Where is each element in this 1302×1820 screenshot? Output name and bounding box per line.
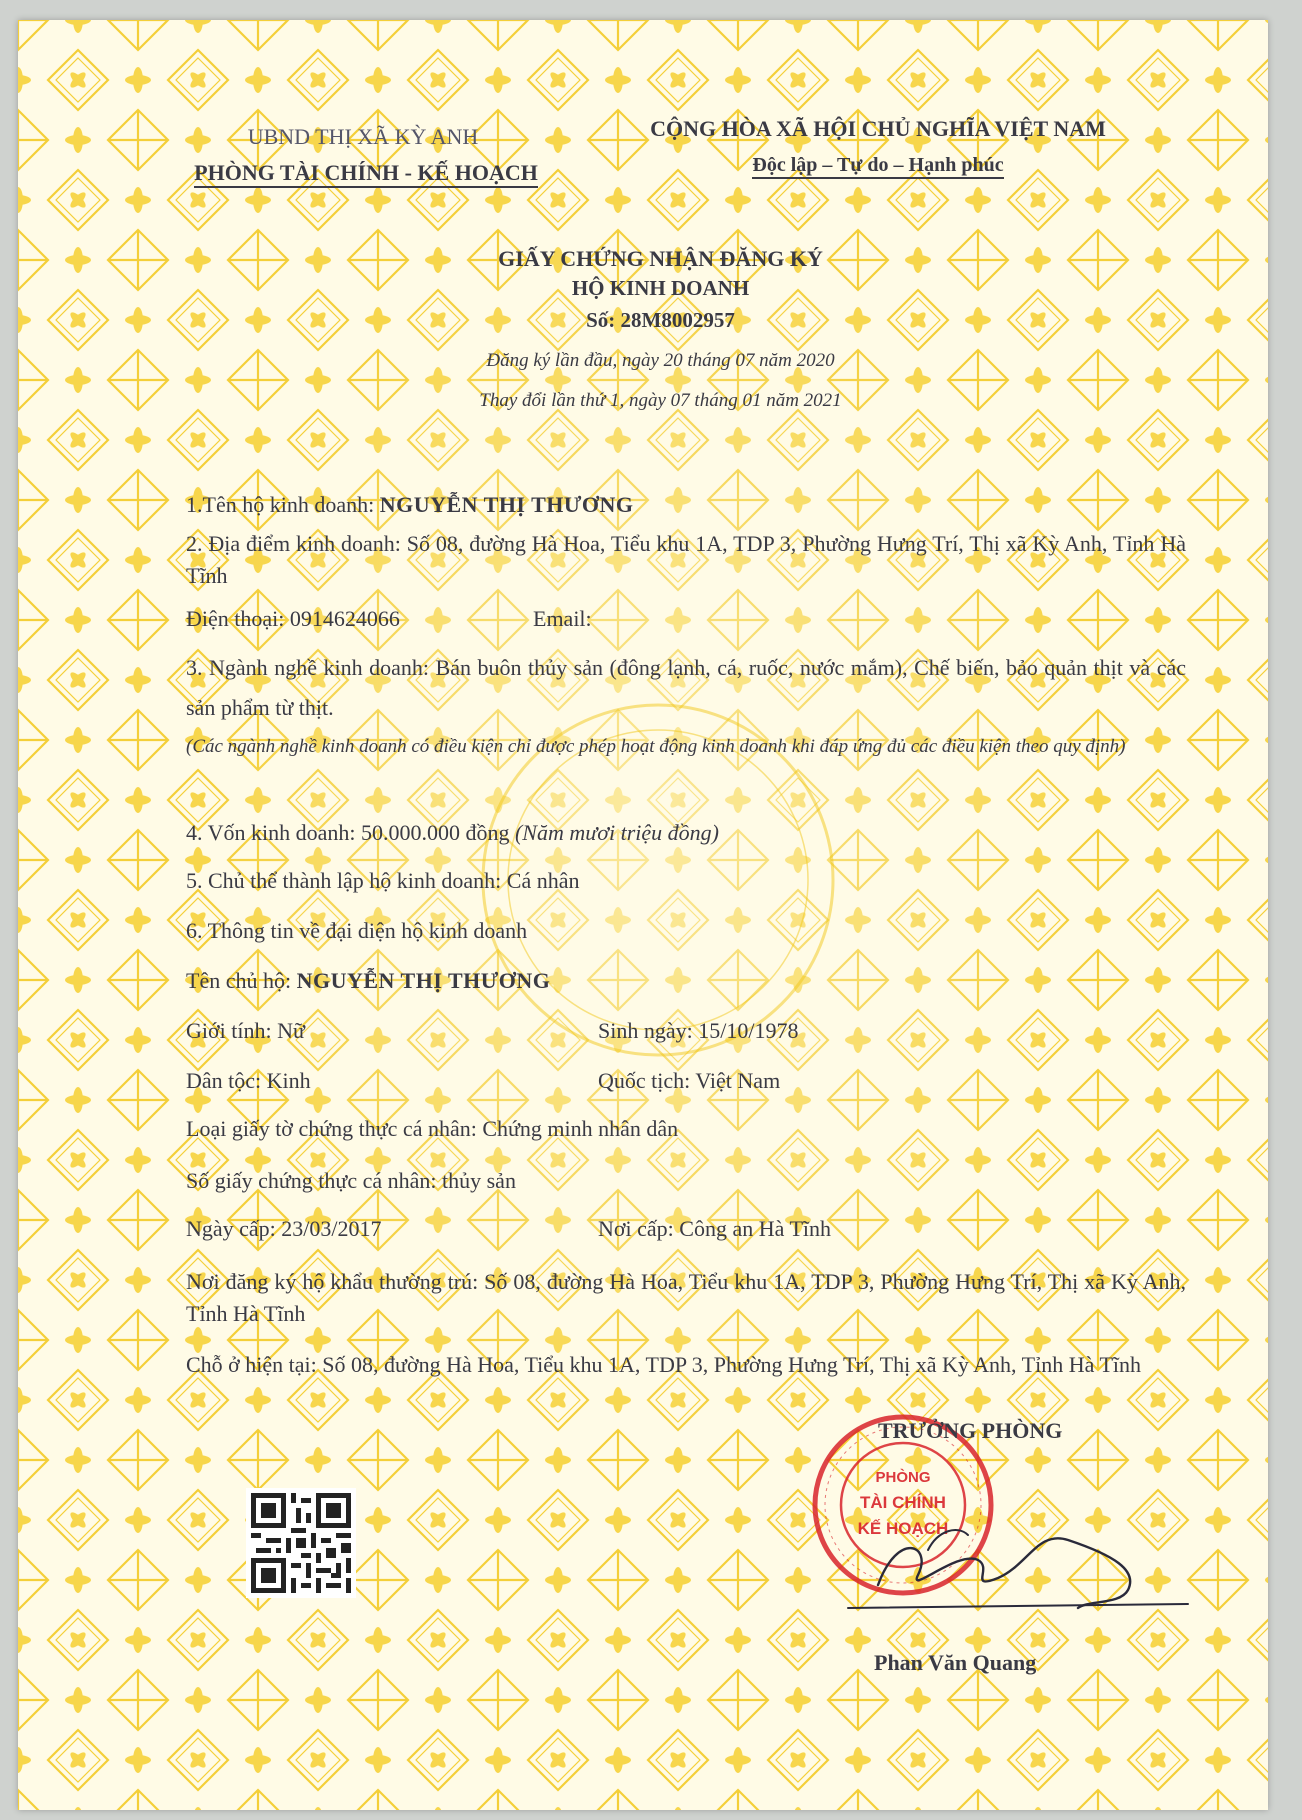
owner-nationality: Quốc tịch: Việt Nam	[598, 1068, 781, 1093]
owner-label: Tên chủ hộ:	[186, 968, 297, 993]
business-name: NGUYỄN THỊ THƯƠNG	[379, 492, 634, 517]
document-number: Số: 28M8002957	[586, 308, 735, 332]
business-industry: 3. Ngành nghề kinh doanh: Bán buôn thủy sản (đông lạnh, cá, ruốc, nước mắm), Chế biến, bảo quản thịt và các sản phẩm từ thịt.	[186, 655, 1186, 720]
founder-type: 5. Chủ thể thành lập hộ kinh doanh: Cá nhân	[186, 868, 580, 893]
department-name-text: PHÒNG TÀI CHÍNH - KẾ HOẠCH	[194, 160, 538, 188]
business-name-row	[186, 492, 634, 518]
signer-title: TRƯỞNG PHÒNG	[878, 1418, 1063, 1443]
owner-ethnicity: Dân tộc: Kinh	[186, 1068, 311, 1093]
industry-note: (Các ngành nghề kinh doanh có điều kiện chỉ được phép hoạt động kinh doanh khi đáp ứng đủ các điều kiện theo quy định)	[186, 736, 1126, 757]
national-title: CỘNG HÒA XÃ HỘI CHỦ NGHĨA VIỆT NAM	[650, 116, 1106, 141]
business-address: 2. Địa điểm kinh doanh: Số 08, đường Hà Hoa, Tiểu khu 1A, TDP 3, Phường Hưng Trí, Thị xã Kỳ Anh, Tỉnh Hà Tĩnh	[186, 531, 1186, 588]
certificate-sheet	[18, 20, 1268, 1810]
permanent-address: Nơi đăng ký hộ khẩu thường trú: Số 08, đường Hà Hoa, Tiểu khu 1A, TDP 3, Phường Hưng Trí, Thị xã Kỳ Anh, Tỉnh Hà Tĩnh	[186, 1269, 1186, 1326]
authority-name: UBND THỊ XÃ KỲ ANH	[247, 124, 479, 149]
qr-code-icon	[246, 1488, 356, 1598]
document-subtitle: HỘ KINH DOANH	[571, 276, 750, 300]
id-issue-date: Ngày cấp: 23/03/2017	[186, 1216, 382, 1241]
first-registration-date: Đăng ký lần đầu, ngày 20 tháng 07 năm 2020	[486, 350, 835, 371]
seal-center-line-2: TÀI CHÍNH	[860, 1493, 946, 1512]
owner-gender: Giới tính: Nữ	[186, 1018, 305, 1043]
phone-number: Điện thoại: 0914624066	[186, 606, 400, 631]
id-document-number: Số giấy chứng thực cá nhân: thủy sản	[186, 1168, 516, 1193]
change-date: Thay đổi lần thứ 1, ngày 07 tháng 01 năm 2021	[479, 390, 842, 411]
id-document-type: Loại giấy tờ chứng thực cá nhân: Chứng minh nhân dân	[186, 1116, 679, 1141]
national-motto-text: Độc lập – Tự do – Hạnh phúc	[752, 154, 1003, 179]
email-label: Email:	[533, 606, 592, 631]
owner-name: NGUYỄN THỊ THƯƠNG	[296, 968, 551, 993]
current-address: Chỗ ở hiện tại: Số 08, đường Hà Hoa, Tiểu khu 1A, TDP 3, Phường Hưng Trí, Thị xã Kỳ Anh, Tỉnh Hà Tĩnh	[186, 1352, 1142, 1377]
capital-row	[186, 820, 719, 846]
capital-in-words: (Năm mươi triệu đồng)	[514, 820, 719, 845]
handwritten-signature-icon	[838, 1490, 1198, 1620]
capital-amount: 4. Vốn kinh doanh: 50.000.000 đồng	[186, 820, 515, 845]
representative-info-heading: 6. Thông tin về đại diện hộ kinh doanh	[186, 918, 528, 943]
seal-center-line-1: PHÒNG	[875, 1469, 931, 1486]
id-issue-place: Nơi cấp: Công an Hà Tĩnh	[598, 1216, 832, 1241]
business-name-label: 1.Tên hộ kinh doanh:	[186, 492, 380, 517]
owner-row	[186, 968, 550, 994]
seal-center-line-3: KẾ HOẠCH	[857, 1519, 949, 1538]
department-name	[146, 160, 586, 186]
document-title: GIẤY CHỨNG NHẬN ĐĂNG KÝ	[498, 246, 823, 271]
signer-name: Phan Văn Quang	[874, 1650, 1037, 1675]
national-motto	[598, 154, 1158, 177]
owner-birth-date: Sinh ngày: 15/10/1978	[598, 1018, 799, 1043]
